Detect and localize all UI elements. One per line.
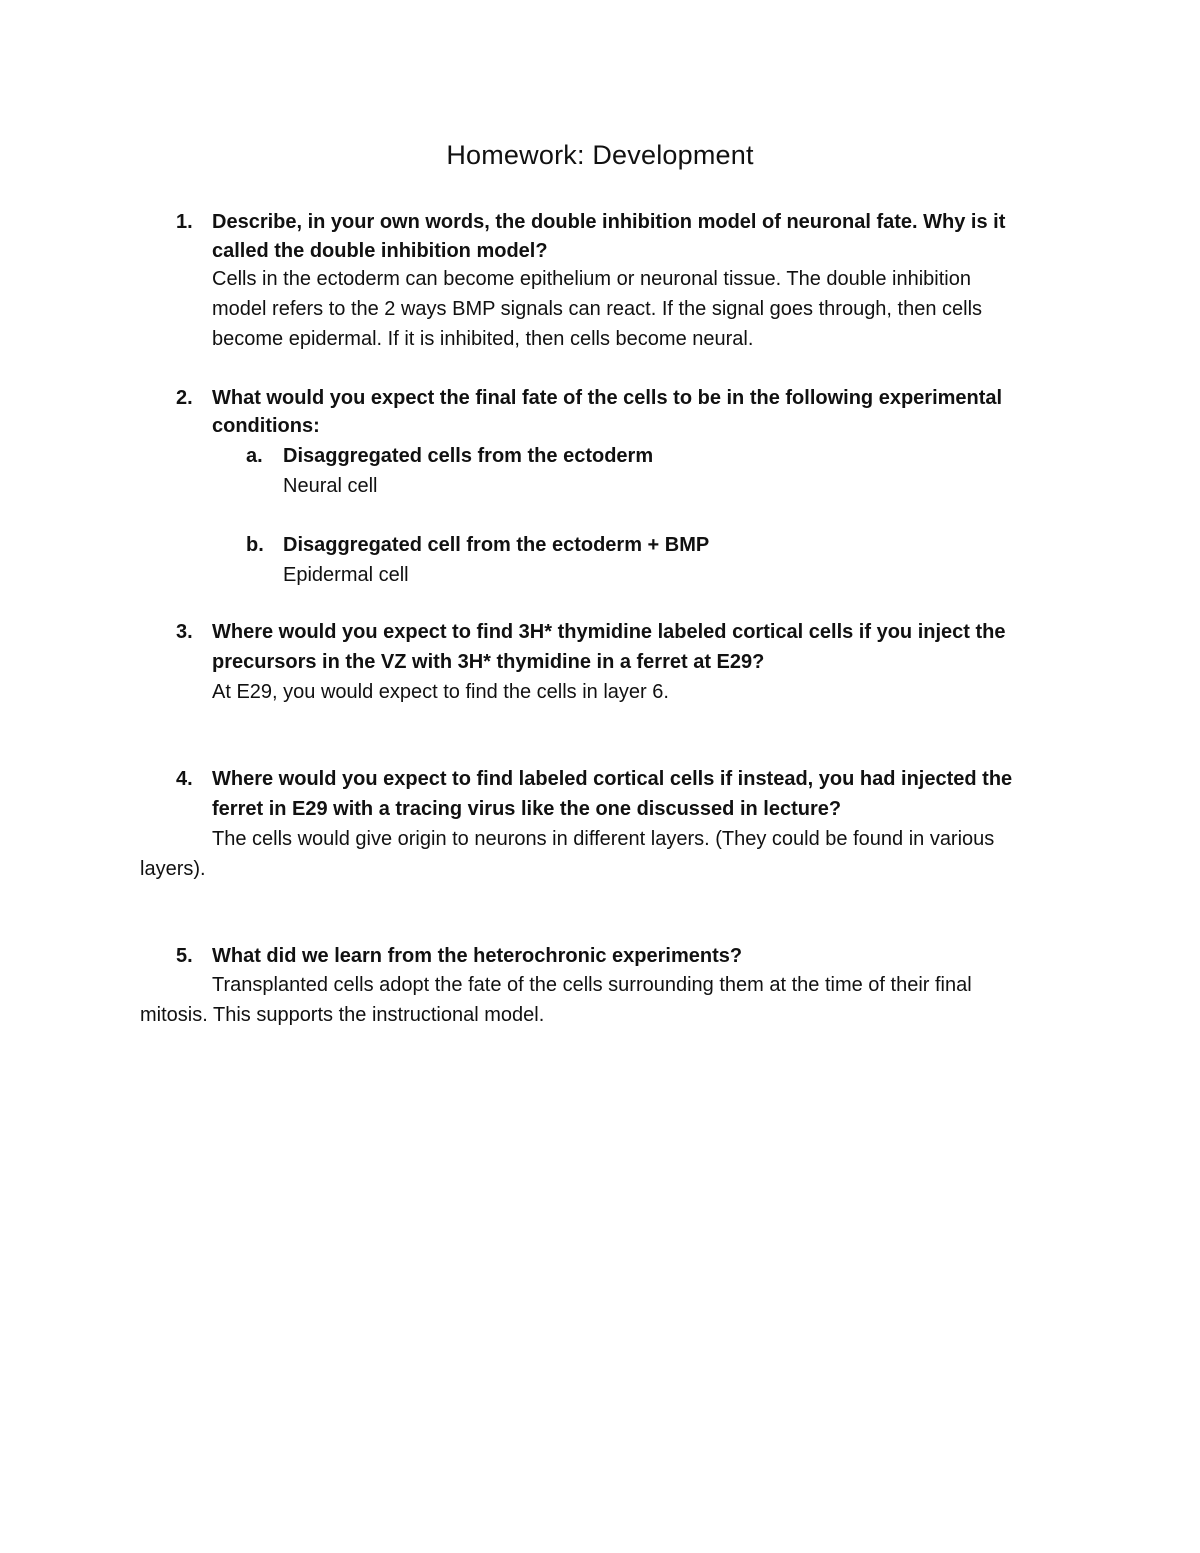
question-3-text-line-1: Where would you expect to find 3H* thymidine labeled cortical cells if you inject the bbox=[212, 621, 1006, 643]
question-2a-text: Disaggregated cells from the ectoderm bbox=[283, 445, 654, 467]
question-4-text-line-1: Where would you expect to find labeled cortical cells if instead, you had injected the bbox=[212, 768, 1013, 790]
answer-2a: Neural cell bbox=[283, 475, 378, 497]
question-3-text-line-2: precursors in the VZ with 3H* thymidine in a ferret at E29? bbox=[212, 651, 765, 673]
question-1-text-line-1: Describe, in your own words, the double inhibition model of neuronal fate. Why is it bbox=[212, 211, 1006, 233]
question-5-text-line-1: What did we learn from the heterochronic experiments? bbox=[212, 945, 743, 967]
answer-2b: Epidermal cell bbox=[283, 564, 409, 586]
question-3-number: 3. bbox=[176, 621, 193, 643]
answer-1-line-3: become epidermal. If it is inhibited, then cells become neural. bbox=[212, 328, 754, 350]
page-title: Homework: Development bbox=[446, 140, 754, 170]
question-2a-letter: a. bbox=[246, 445, 263, 467]
answer-4-line-1: The cells would give origin to neurons in different layers. (They could be found in various bbox=[212, 828, 995, 850]
question-1-number: 1. bbox=[176, 211, 193, 233]
answer-1-line-1: Cells in the ectoderm can become epithelium or neuronal tissue. The double inhibition bbox=[212, 268, 971, 290]
question-2-number: 2. bbox=[176, 387, 193, 409]
question-1-text-line-2: called the double inhibition model? bbox=[212, 240, 548, 262]
answer-3-line-1: At E29, you would expect to find the cells in layer 6. bbox=[212, 681, 669, 703]
question-2b-text: Disaggregated cell from the ectoderm + BMP bbox=[283, 534, 710, 556]
question-4-number: 4. bbox=[176, 768, 193, 790]
question-2b-letter: b. bbox=[246, 534, 264, 556]
answer-1-line-2: model refers to the 2 ways BMP signals can react. If the signal goes through, then cells bbox=[212, 298, 983, 320]
question-4-text-line-2: ferret in E29 with a tracing virus like the one discussed in lecture? bbox=[212, 798, 842, 820]
question-2-text-line-1: What would you expect the final fate of the cells to be in the following experimental bbox=[212, 387, 1003, 409]
answer-4-line-2: layers). bbox=[140, 858, 206, 880]
answer-5-line-1: Transplanted cells adopt the fate of the cells surrounding them at the time of their final bbox=[212, 974, 972, 996]
question-5-number: 5. bbox=[176, 945, 193, 967]
question-2-text-line-2: conditions: bbox=[212, 415, 320, 437]
answer-5-line-2: mitosis. This supports the instructional model. bbox=[140, 1004, 545, 1026]
